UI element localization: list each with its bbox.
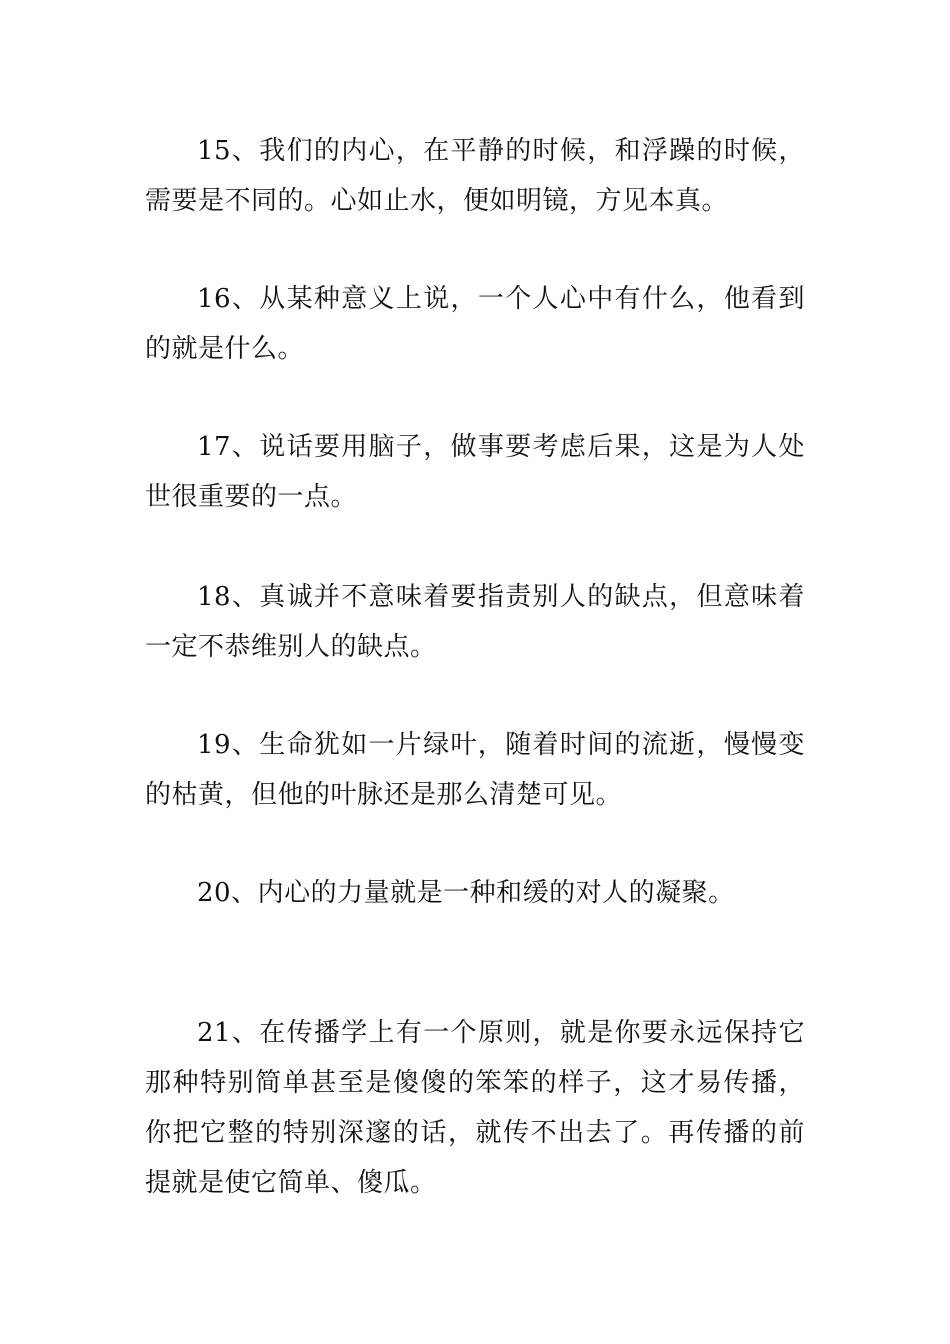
paragraph-18: 18、真诚并不意味着要指责别人的缺点，但意味着一定不恭维别人的缺点。 — [145, 582, 805, 662]
paragraph-17: 17、说话要用脑子，做事要考虑后果，这是为人处世很重要的一点。 — [145, 432, 805, 512]
paragraph-15: 15、我们的内心，在平静的时候，和浮躁的时候，需要是不同的。心如止水，便如明镜，方见本真。 — [145, 136, 805, 216]
paragraph-16: 16、从某种意义上说，一个人心中有什么，他看到的就是什么。 — [145, 284, 805, 364]
paragraph-20: 20、内心的力量就是一种和缓的对人的凝聚。 — [197, 878, 735, 908]
paragraph-21: 21、在传播学上有一个原则，就是你要永远保持它那种特别简单甚至是傻傻的笨笨的样子，这才易传播，你把它整的特别深邃的话，就传不出去了。再传播的前提就是使它简单、傻瓜。 — [145, 1018, 805, 1198]
paragraph-19: 19、生命犹如一片绿叶，随着时间的流逝，慢慢变的枯黄，但他的叶脉还是那么清楚可见。 — [145, 730, 805, 810]
